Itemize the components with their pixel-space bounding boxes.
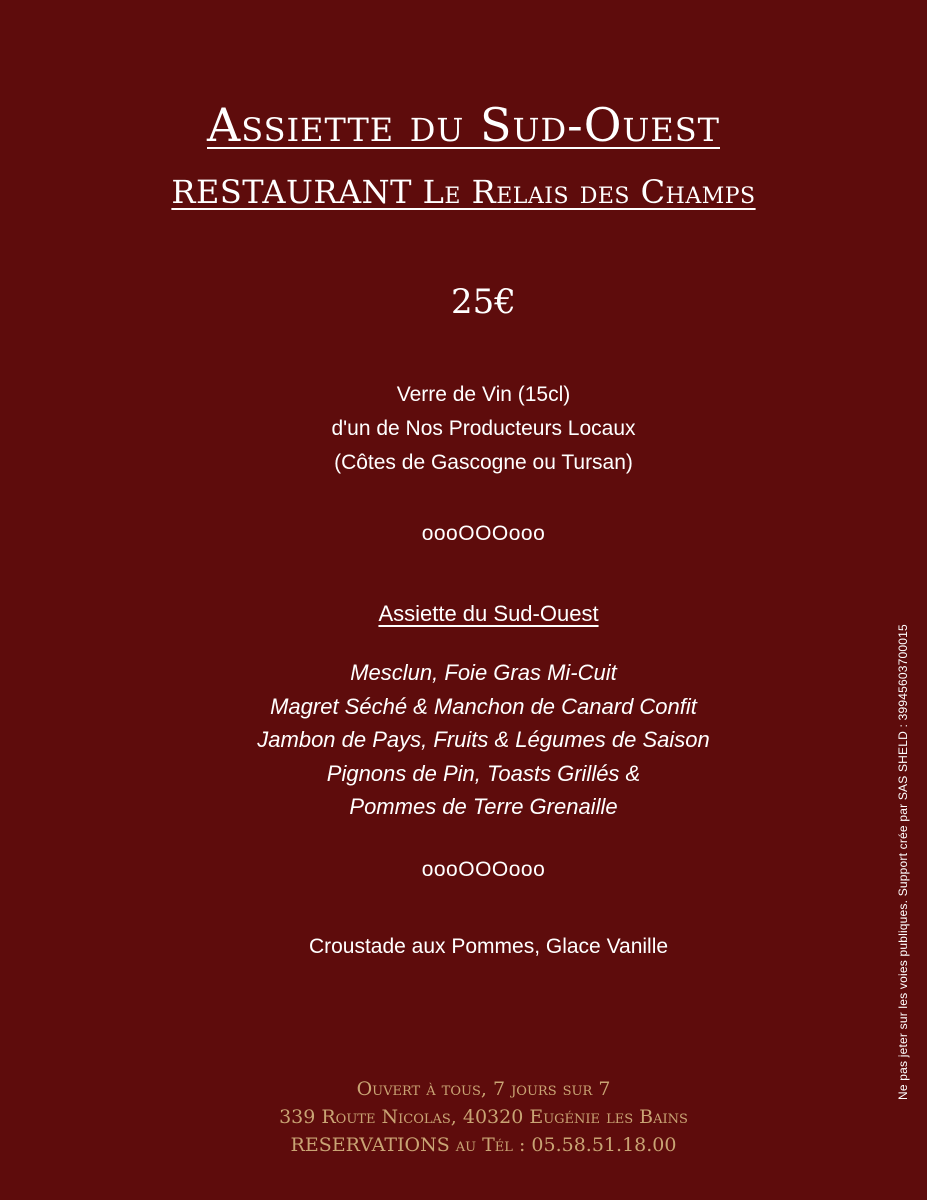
menu-price: 25€ — [451, 282, 516, 322]
wine-line: (Côtes de Gascogne ou Tursan) — [334, 451, 633, 474]
dish-line: Pignons de Pin, Toasts Grillés & — [326, 760, 641, 786]
legal-side-note: Ne pas jeter sur les voies publiques. Support crée par SAS SHELD : 39945603700015 — [896, 624, 910, 1100]
opening-hours: Ouvert à tous, 7 jours sur 7 — [356, 1078, 611, 1100]
dish-line: Jambon de Pays, Fruits & Légumes de Saison — [257, 727, 710, 752]
dish-line: Pommes de Terre Grenaille — [349, 794, 618, 819]
dessert: Croustade aux Pommes, Glace Vanille — [308, 935, 669, 958]
separator: oooOOOooo — [421, 858, 546, 881]
address: 339 Route Nicolas, 40320 Eugénie les Bains — [279, 1106, 688, 1128]
wine-line: d'un de Nos Producteurs Locaux — [331, 417, 636, 440]
wine-section — [0, 378, 927, 480]
wine-line: Verre de Vin (15cl) — [396, 383, 571, 406]
separator: oooOOOooo — [421, 522, 546, 545]
dish-line: Magret Séché & Manchon de Canard Confit — [270, 693, 697, 719]
reservation-phone: RESERVATIONS au Tél : 05.58.51.18.00 — [290, 1134, 677, 1156]
restaurant-name: RESTAURANT Le Relais des Champs — [171, 173, 756, 211]
dish-description — [0, 656, 927, 824]
menu-title: Assiette du Sud-Ouest — [207, 98, 720, 152]
footer-info — [0, 1075, 927, 1159]
dish-title: Assiette du Sud-Ouest — [378, 601, 599, 626]
dish-line: Mesclun, Foie Gras Mi-Cuit — [350, 660, 617, 685]
